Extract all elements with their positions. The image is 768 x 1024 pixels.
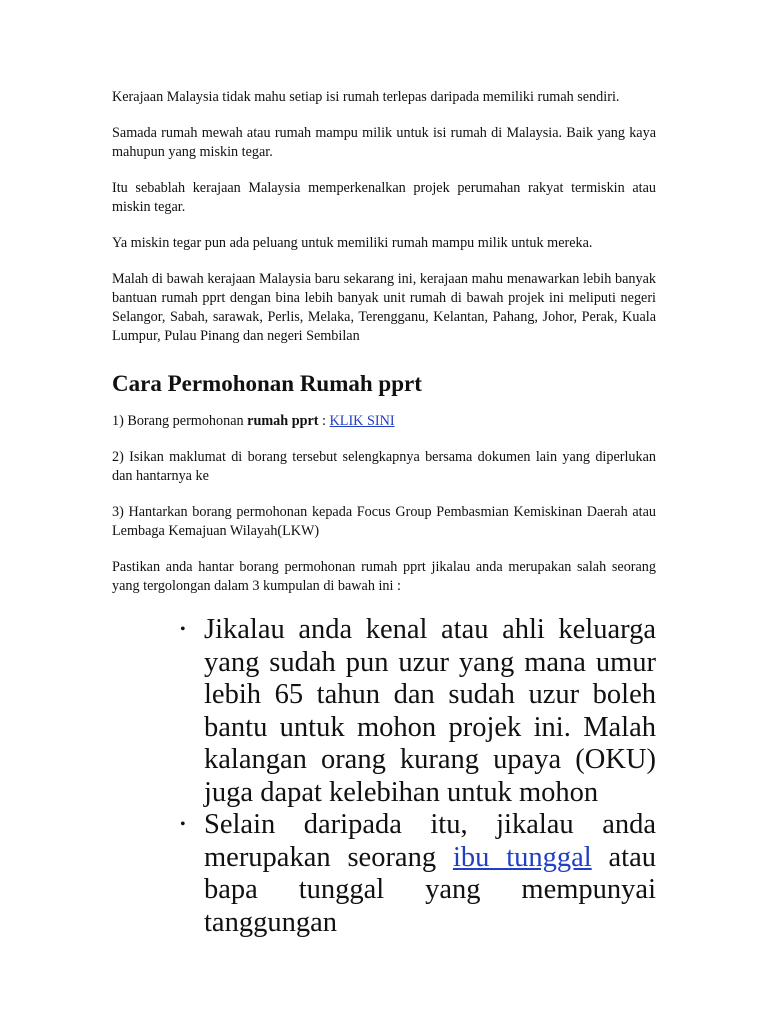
list-item (176, 614, 656, 809)
step-1-prefix: 1) Borang permohonan (112, 413, 248, 429)
list-item-text-before: Selain daripada itu, jikalau anda merupakan seorang (204, 809, 656, 873)
step-2: 2) Isikan maklumat di borang tersebut selengkapnya bersama dokumen lain yang diperlukan dan hantarnya ke (112, 449, 656, 484)
paragraph-3: Itu sebablah kerajaan Malaysia memperkenalkan projek perumahan rakyat termiskin atau miskin tegar. (112, 180, 656, 215)
step-3: 3) Hantarkan borang permohonan kepada Focus Group Pembasmian Kemiskinan Daerah atau Lembaga Kemajuan Wilayah(LKW) (112, 504, 656, 539)
paragraph-5: Malah di bawah kerajaan Malaysia baru sekarang ini, kerajaan mahu menawarkan lebih banyak bantuan rumah pprt dengan bina lebih banyak unit rumah di bawah projek ini meliputi negeri Selangor, Sabah, sarawak, Perlis, Melaka, Terengganu, Kelantan, Pahang, Johor, Perak, Kuala Lumpur, Pulau Pinang dan negeri Sembilan (112, 271, 656, 344)
step-1 (112, 412, 656, 431)
paragraph-1: Kerajaan Malaysia tidak mahu setiap isi rumah terlepas daripada memiliki rumah sendiri. (112, 89, 620, 105)
bullet-icon: • (180, 621, 186, 638)
step-1-bold: rumah pprt (247, 413, 319, 429)
klik-sini-link[interactable]: KLIK SINI (329, 413, 395, 429)
ibu-tunggal-link[interactable]: ibu tunggal (452, 841, 592, 873)
list-item-text-after: atau bapa tunggal yang mempunyai tanggungan (204, 841, 656, 938)
document-body (112, 88, 656, 939)
bullet-icon: • (180, 816, 186, 833)
paragraph-2: Samada rumah mewah atau rumah mampu milik untuk isi rumah di Malaysia. Baik yang kaya mahupun yang miskin tegar. (112, 125, 656, 160)
eligibility-note: Pastikan anda hantar borang permohonan rumah pprt jikalau anda merupakan salah seorang yang tergolongan dalam 3 kumpulan di bawah ini : (112, 559, 656, 594)
step-1-separator: : (318, 413, 330, 429)
paragraph-4: Ya miskin tegar pun ada peluang untuk memiliki rumah mampu milik untuk mereka. (112, 235, 593, 251)
list-item (176, 809, 656, 939)
section-heading: Cara Permohonan Rumah pprt (112, 371, 422, 396)
eligibility-list (176, 614, 656, 939)
list-item-text: Jikalau anda kenal atau ahli keluarga yang sudah pun uzur yang mana umur lebih 65 tahun dan sudah uzur boleh bantu untuk mohon projek ini. Malah kalangan orang kurang upaya (OKU) juga dapat kelebihan untuk mohon (204, 614, 656, 808)
